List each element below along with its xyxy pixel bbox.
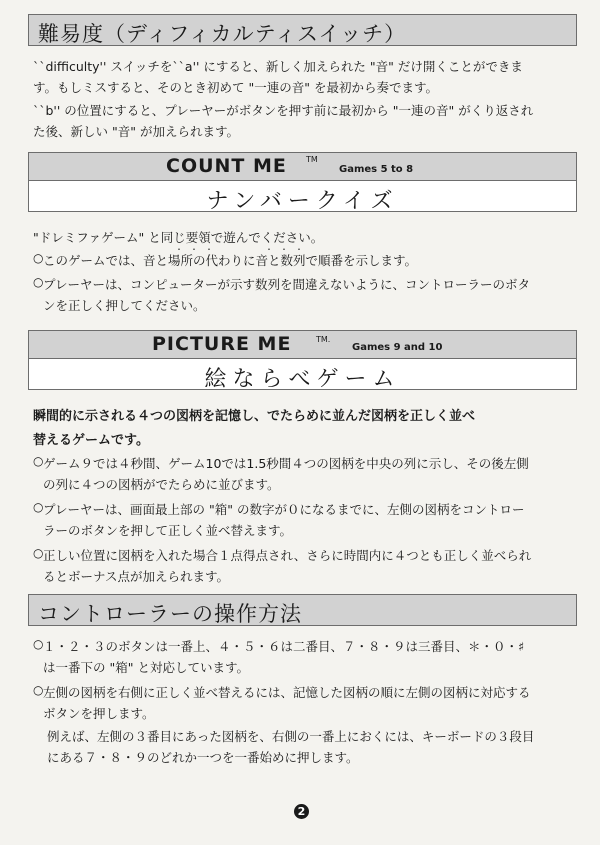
controller-heading: コントローラーの操作方法: [38, 602, 302, 626]
picture-me-jp-row: [29, 359, 576, 392]
bullet-text: このゲームでは、音と場所の代わりに音と数列で順番を示します。: [43, 253, 418, 268]
picture-me-intro-line: 替えるゲームです。: [33, 433, 149, 448]
bullet-mark: ○: [33, 683, 44, 697]
difficulty-text-line: た後、新しい "音" が加えられます。: [33, 124, 239, 139]
bullet-text: ラーのボタンを押して正しく並べ替えます。: [43, 523, 293, 538]
count-me-intro: "ドレミファゲーム" と同じ要領で遊んでください。: [33, 230, 324, 245]
count-me-title-row: [29, 153, 576, 181]
difficulty-heading-bar: [28, 14, 577, 46]
picture-me-title: PICTURE ME: [152, 333, 292, 355]
emphasis-dots: ・・・ ・・・: [175, 245, 310, 254]
bullet-mark: ○: [33, 454, 44, 468]
example-text: にある７・８・９のどれか一つを一番始めに押します。: [47, 750, 359, 765]
bullet-text: ボタンを押します。: [43, 706, 155, 721]
count-me-title: COUNT ME: [166, 155, 287, 177]
picture-me-jp-title: 絵ならべゲーム: [204, 367, 401, 392]
bullet-text: 正しい位置に図柄を入れた場合１点得点され、さらに時間内に４つとも正しく並べられ: [43, 548, 532, 563]
bullet-text: 左側の図柄を右側に正しく並べ替えるには、記憶した図柄の順に左側の図柄に対応する: [43, 685, 531, 700]
bullet-mark: ○: [33, 500, 44, 514]
difficulty-text-line: す。もしミスすると、そのとき初めて "一連の音" を最初から奏でます。: [33, 80, 438, 95]
bullet-mark: ○: [33, 251, 44, 265]
difficulty-text-line: ``b'' の位置にすると、プレーヤーがボタンを押す前に最初から "一連の音" がくり返され: [33, 103, 534, 118]
bullet-mark: ○: [33, 546, 44, 560]
bullet-text: プレーヤーは、コンピューターが示す数列を間違えないように、コントローラーのボタ: [43, 277, 531, 292]
bullet-mark: ○: [33, 637, 44, 651]
picture-me-intro-line: 瞬間的に示される４つの図柄を記憶し、でたらめに並んだ図柄を正しく並べ: [33, 409, 476, 424]
picture-me-games: Games 9 and 10: [352, 342, 443, 353]
count-me-games: Games 5 to 8: [339, 164, 414, 175]
bullet-text: の列に４つの図柄がでたらめに並びます。: [43, 477, 280, 492]
count-me-jp-row: [29, 181, 576, 214]
picture-me-title-box: [28, 330, 577, 390]
count-me-jp-title: ナンバークイズ: [206, 189, 399, 214]
bullet-mark: ○: [33, 275, 44, 289]
trademark-mark: TM: [306, 155, 318, 164]
bullet-text: るとボーナス点が加えられます。: [43, 569, 230, 584]
bullet-text: ンを正しく押してください。: [43, 298, 206, 313]
bullet-text: ゲーム９では４秒間、ゲーム10では1.5秒間４つの図柄を中央の列に示し、その後左側: [43, 456, 529, 471]
bullet-text: プレーヤーは、画面最上部の "箱" の数字が０になるまでに、左側の図柄をコントロー: [43, 502, 525, 517]
difficulty-heading: 難易度（ディフィカルティスイッチ）: [38, 22, 407, 46]
count-me-title-box: [28, 152, 577, 212]
bullet-text: は一番下の "箱" と対応しています。: [43, 660, 249, 675]
trademark-mark: TM.: [316, 335, 331, 344]
example-text: 例えば、左側の３番目にあった図柄を、右側の一番上におくには、キーボードの３段目: [47, 729, 535, 744]
difficulty-text-line: ``difficulty'' スイッチを``a'' にすると、新しく加えられた "音" だけ開くことができま: [33, 59, 523, 74]
controller-heading-bar: [28, 594, 577, 626]
bullet-text: １・２・３のボタンは一番上、４・５・６は二番目、７・８・９は三番目、＊・０・♯: [43, 639, 525, 654]
page-number: 2: [294, 804, 309, 819]
picture-me-title-row: [29, 331, 576, 359]
